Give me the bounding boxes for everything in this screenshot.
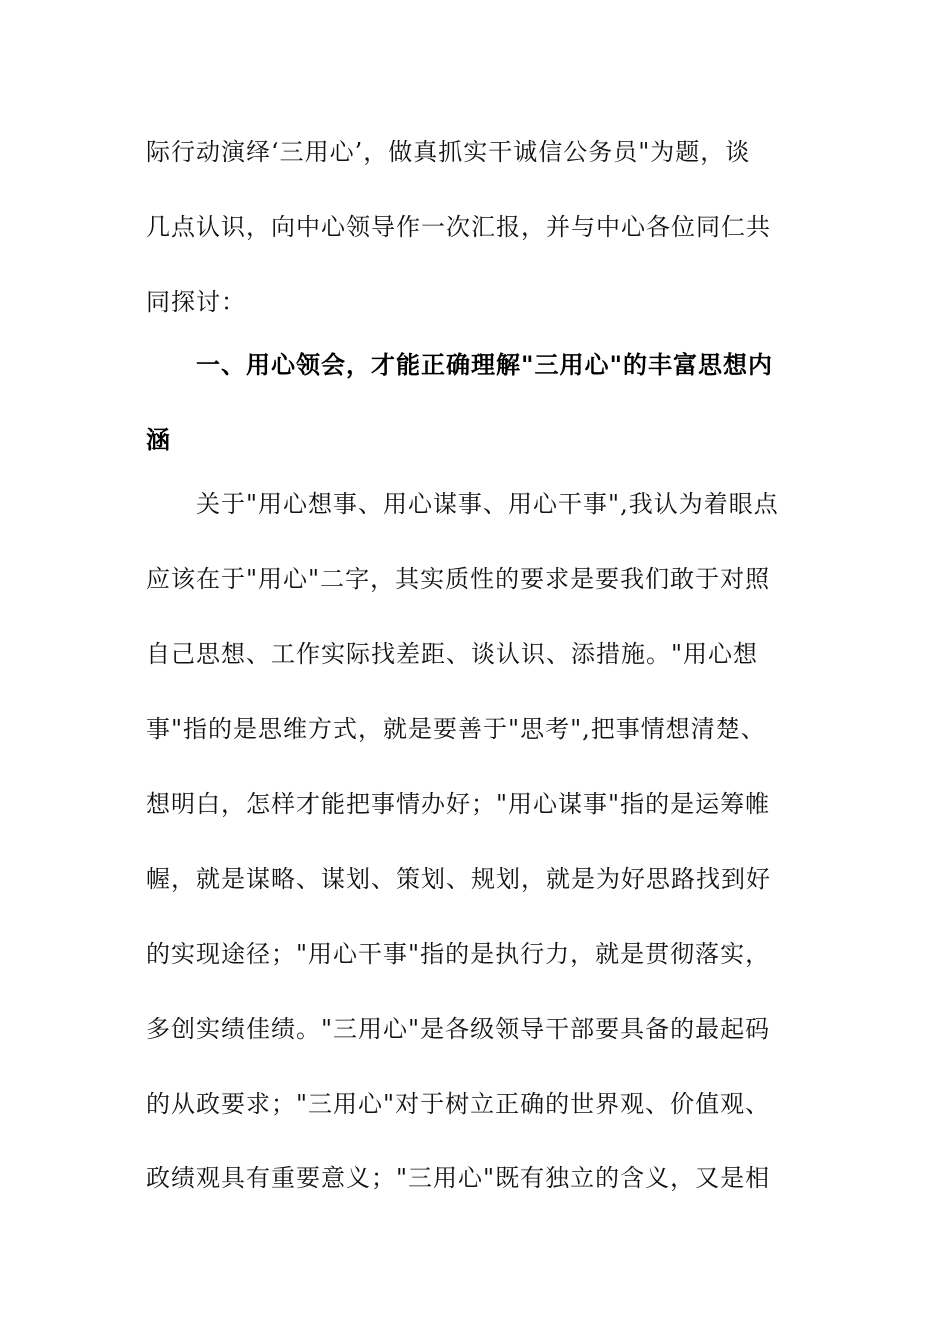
section-heading-continuation: 涵 xyxy=(146,426,171,454)
body-text-line: 几点认识，向中心领导作一次汇报，并与中心各位同仁共 xyxy=(146,213,771,241)
body-text-line: 多创实绩佳绩。"三用心"是各级领导干部要具备的最起码 xyxy=(146,1015,771,1043)
body-text-line: 想明白，怎样才能把事情办好；"用心谋事"指的是运筹帷 xyxy=(146,790,771,818)
body-text-line: 自己思想、工作实际找差距、谈认识、添措施。"用心想 xyxy=(146,640,759,668)
body-text-line: 关于"用心想事、用心谋事、用心干事",我认为着眼点 xyxy=(196,490,779,518)
body-text-line: 的从政要求；"三用心"对于树立正确的世界观、价值观、 xyxy=(146,1090,771,1118)
body-text-line: 应该在于"用心"二字，其实质性的要求是要我们敢于对照 xyxy=(146,565,771,593)
body-text-line: 同探讨： xyxy=(146,288,246,316)
body-text-line: 幄，就是谋略、谋划、策划、规划，就是为好思路找到好 xyxy=(146,865,771,893)
section-heading: 一、用心领会，才能正确理解"三用心"的丰富思想内 xyxy=(196,351,774,379)
body-text-line: 的实现途径；"用心干事"指的是执行力，就是贯彻落实， xyxy=(146,940,771,968)
body-text-line: 际行动演绎‘三用心’，做真抓实干诚信公务员"为题，谈 xyxy=(146,138,751,166)
body-text-line: 政绩观具有重要意义；"三用心"既有独立的含义，又是相 xyxy=(146,1164,771,1192)
body-text-line: 事"指的是思维方式，就是要善于"思考",把事情想清楚、 xyxy=(146,715,766,743)
